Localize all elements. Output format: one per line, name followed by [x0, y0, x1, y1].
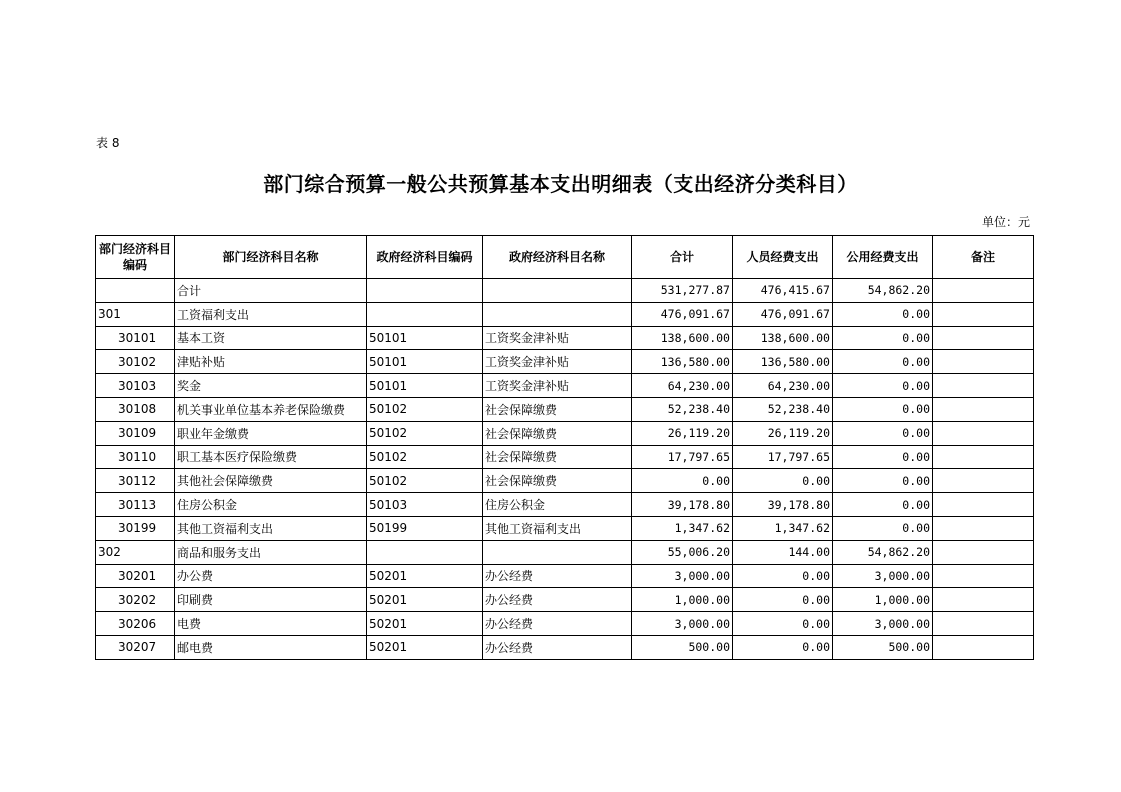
cell-gov-code: 50201	[367, 588, 483, 612]
cell-personnel: 52,238.40	[733, 397, 833, 421]
cell-gov-name	[483, 302, 632, 326]
cell-total: 52,238.40	[632, 397, 733, 421]
cell-note	[933, 397, 1034, 421]
cell-note	[933, 612, 1034, 636]
header-note: 备注	[933, 236, 1034, 279]
cell-note	[933, 564, 1034, 588]
table-row	[96, 421, 1034, 445]
cell-total: 64,230.00	[632, 374, 733, 398]
cell-gov-name: 工资奖金津补贴	[483, 374, 632, 398]
cell-personnel: 0.00	[733, 469, 833, 493]
cell-total: 476,091.67	[632, 302, 733, 326]
cell-code: 30201	[96, 564, 175, 588]
cell-code: 301	[96, 302, 175, 326]
table-row	[96, 445, 1034, 469]
cell-public: 0.00	[833, 350, 933, 374]
cell-name: 津贴补贴	[175, 350, 367, 374]
cell-gov-code: 50101	[367, 350, 483, 374]
cell-name: 电费	[175, 612, 367, 636]
cell-personnel: 26,119.20	[733, 421, 833, 445]
cell-name: 工资福利支出	[175, 302, 367, 326]
cell-gov-name	[483, 279, 632, 303]
cell-code: 30110	[96, 445, 175, 469]
cell-gov-code: 50101	[367, 326, 483, 350]
cell-code: 30103	[96, 374, 175, 398]
cell-public: 0.00	[833, 397, 933, 421]
cell-note	[933, 445, 1034, 469]
table-row	[96, 326, 1034, 350]
cell-name: 住房公积金	[175, 493, 367, 517]
cell-note	[933, 516, 1034, 540]
budget-table	[95, 235, 1034, 660]
table-row	[96, 350, 1034, 374]
cell-note	[933, 302, 1034, 326]
cell-note	[933, 421, 1034, 445]
cell-name: 其他工资福利支出	[175, 516, 367, 540]
cell-public: 1,000.00	[833, 588, 933, 612]
cell-code: 30112	[96, 469, 175, 493]
cell-total: 138,600.00	[632, 326, 733, 350]
cell-public: 3,000.00	[833, 564, 933, 588]
unit-label: 单位：元	[981, 215, 1030, 229]
cell-gov-code: 50102	[367, 397, 483, 421]
cell-total: 39,178.80	[632, 493, 733, 517]
cell-gov-name: 其他工资福利支出	[483, 516, 632, 540]
page-title: 部门综合预算一般公共预算基本支出明细表（支出经济分类科目）	[263, 172, 858, 196]
table-row	[96, 612, 1034, 636]
cell-code: 30206	[96, 612, 175, 636]
cell-name: 职工基本医疗保险缴费	[175, 445, 367, 469]
cell-note	[933, 326, 1034, 350]
cell-name: 其他社会保障缴费	[175, 469, 367, 493]
cell-personnel: 17,797.65	[733, 445, 833, 469]
cell-public: 3,000.00	[833, 612, 933, 636]
cell-gov-code: 50201	[367, 635, 483, 659]
cell-name: 奖金	[175, 374, 367, 398]
cell-personnel: 138,600.00	[733, 326, 833, 350]
cell-total: 1,000.00	[632, 588, 733, 612]
table-row	[96, 516, 1034, 540]
header-total: 合计	[632, 236, 733, 279]
cell-gov-code: 50103	[367, 493, 483, 517]
cell-total: 17,797.65	[632, 445, 733, 469]
header-row	[96, 236, 1034, 279]
cell-total: 26,119.20	[632, 421, 733, 445]
cell-public: 0.00	[833, 374, 933, 398]
table-row	[96, 493, 1034, 517]
cell-total: 0.00	[632, 469, 733, 493]
cell-personnel: 144.00	[733, 540, 833, 564]
header-name: 部门经济科目名称	[175, 236, 367, 279]
table-row	[96, 469, 1034, 493]
cell-total: 1,347.62	[632, 516, 733, 540]
cell-gov-name: 社会保障缴费	[483, 469, 632, 493]
table-row	[96, 279, 1034, 303]
header-personnel: 人员经费支出	[733, 236, 833, 279]
header-gov-name: 政府经济科目名称	[483, 236, 632, 279]
cell-total: 3,000.00	[632, 564, 733, 588]
cell-personnel: 0.00	[733, 612, 833, 636]
cell-gov-name: 工资奖金津补贴	[483, 326, 632, 350]
cell-public: 0.00	[833, 326, 933, 350]
cell-total: 3,000.00	[632, 612, 733, 636]
cell-note	[933, 279, 1034, 303]
cell-gov-name: 社会保障缴费	[483, 421, 632, 445]
cell-public: 54,862.20	[833, 279, 933, 303]
cell-personnel: 0.00	[733, 635, 833, 659]
cell-code: 30108	[96, 397, 175, 421]
table-row	[96, 564, 1034, 588]
cell-gov-name: 社会保障缴费	[483, 445, 632, 469]
cell-public: 0.00	[833, 493, 933, 517]
cell-personnel: 1,347.62	[733, 516, 833, 540]
cell-code: 30207	[96, 635, 175, 659]
cell-public: 0.00	[833, 421, 933, 445]
cell-name: 邮电费	[175, 635, 367, 659]
table-row	[96, 302, 1034, 326]
cell-name: 基本工资	[175, 326, 367, 350]
cell-note	[933, 635, 1034, 659]
cell-gov-code: 50102	[367, 469, 483, 493]
cell-gov-code	[367, 302, 483, 326]
cell-gov-code: 50102	[367, 445, 483, 469]
cell-gov-name	[483, 540, 632, 564]
cell-gov-code: 50199	[367, 516, 483, 540]
cell-gov-code: 50201	[367, 612, 483, 636]
header-code: 部门经济科目编码	[96, 236, 175, 279]
table-row	[96, 374, 1034, 398]
cell-total: 55,006.20	[632, 540, 733, 564]
cell-note	[933, 540, 1034, 564]
cell-personnel: 64,230.00	[733, 374, 833, 398]
header-gov-code: 政府经济科目编码	[367, 236, 483, 279]
cell-note	[933, 588, 1034, 612]
cell-note	[933, 469, 1034, 493]
cell-name: 办公费	[175, 564, 367, 588]
cell-gov-name: 办公经费	[483, 612, 632, 636]
cell-total: 500.00	[632, 635, 733, 659]
cell-code: 30202	[96, 588, 175, 612]
cell-note	[933, 493, 1034, 517]
cell-gov-name: 办公经费	[483, 588, 632, 612]
cell-name: 职业年金缴费	[175, 421, 367, 445]
cell-public: 0.00	[833, 516, 933, 540]
cell-gov-code: 50101	[367, 374, 483, 398]
table-row	[96, 397, 1034, 421]
cell-total: 136,580.00	[632, 350, 733, 374]
cell-public: 0.00	[833, 469, 933, 493]
cell-personnel: 136,580.00	[733, 350, 833, 374]
table-number: 表 8	[96, 136, 120, 150]
cell-name: 印刷费	[175, 588, 367, 612]
cell-gov-name: 办公经费	[483, 635, 632, 659]
cell-gov-name: 住房公积金	[483, 493, 632, 517]
cell-total: 531,277.87	[632, 279, 733, 303]
cell-public: 500.00	[833, 635, 933, 659]
cell-code: 302	[96, 540, 175, 564]
cell-personnel: 476,091.67	[733, 302, 833, 326]
cell-personnel: 39,178.80	[733, 493, 833, 517]
cell-gov-name: 社会保障缴费	[483, 397, 632, 421]
cell-code: 30102	[96, 350, 175, 374]
cell-code: 30199	[96, 516, 175, 540]
cell-note	[933, 374, 1034, 398]
cell-public: 0.00	[833, 302, 933, 326]
cell-note	[933, 350, 1034, 374]
cell-name: 机关事业单位基本养老保险缴费	[175, 397, 367, 421]
cell-code: 30113	[96, 493, 175, 517]
cell-gov-code: 50102	[367, 421, 483, 445]
table-row	[96, 588, 1034, 612]
header-public: 公用经费支出	[833, 236, 933, 279]
cell-gov-code	[367, 279, 483, 303]
cell-gov-name: 办公经费	[483, 564, 632, 588]
cell-personnel: 0.00	[733, 588, 833, 612]
table-body	[96, 279, 1034, 660]
cell-name: 商品和服务支出	[175, 540, 367, 564]
cell-public: 54,862.20	[833, 540, 933, 564]
cell-gov-code	[367, 540, 483, 564]
cell-personnel: 476,415.67	[733, 279, 833, 303]
table-row	[96, 540, 1034, 564]
cell-personnel: 0.00	[733, 564, 833, 588]
cell-name: 合计	[175, 279, 367, 303]
cell-public: 0.00	[833, 445, 933, 469]
cell-gov-name: 工资奖金津补贴	[483, 350, 632, 374]
cell-code	[96, 279, 175, 303]
table-row	[96, 635, 1034, 659]
cell-code: 30101	[96, 326, 175, 350]
cell-code: 30109	[96, 421, 175, 445]
cell-gov-code: 50201	[367, 564, 483, 588]
